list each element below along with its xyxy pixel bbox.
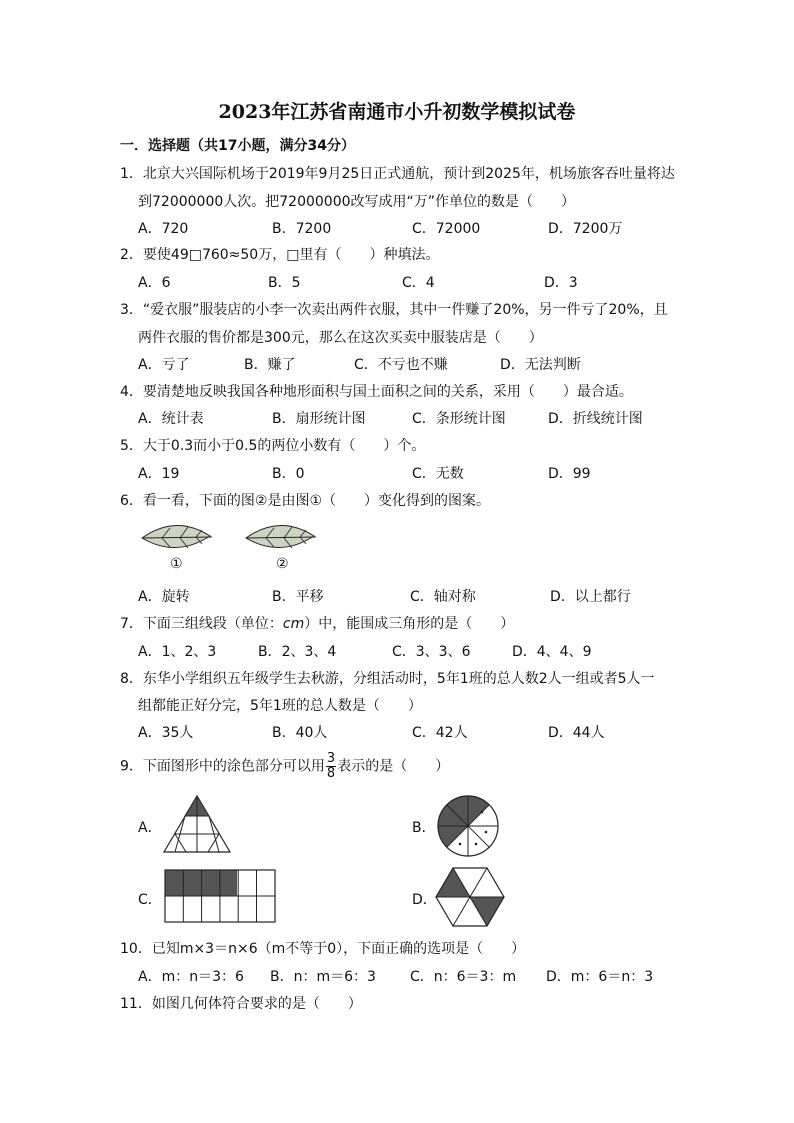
question-6-line-1: 6．看一看，下面的图②是由图①（ ）变化得到的图案。 [120, 493, 491, 509]
grid-figure[interactable] [164, 869, 276, 927]
question-8-line-2: 组都能正好分完，5年1班的总人数是（ ） [138, 698, 422, 714]
q8-option-a[interactable]: A．35人 [138, 725, 194, 741]
q1-option-a[interactable]: A．720 [138, 221, 189, 237]
q3-option-a[interactable]: A．亏了 [138, 357, 190, 373]
q1-option-d[interactable]: D．7200万 [548, 221, 623, 237]
q10-option-a[interactable]: A．m：n＝3：6 [138, 969, 244, 985]
question-4-line-1: 4．要清楚地反映我国各种地形面积与国土面积之间的关系，采用（ ）最合适。 [120, 384, 633, 400]
q7-unit: cm [282, 616, 305, 632]
q7-option-c[interactable]: C．3、3、6 [392, 644, 471, 660]
leaf-2-icon [246, 525, 316, 548]
q4-option-c[interactable]: C．条形统计图 [412, 411, 506, 427]
leaf-1-icon [142, 525, 212, 548]
leaf-figure [136, 518, 322, 578]
q9-text-post: 表示的是（ ） [337, 758, 450, 775]
q1-option-c[interactable]: C．72000 [412, 221, 481, 237]
question-9-line-1 [120, 752, 449, 781]
question-8-line-1: 8．东华小学组织五年级学生去秋游，分组活动时，5年1班的总人数2人一组或者5人一 [120, 671, 655, 687]
fraction-denominator: 8 [326, 766, 336, 781]
question-10-line-1: 10．已知m×3＝n×6（m不等于0），下面正确的选项是（ ） [120, 941, 526, 957]
question-11-line-1: 11．如图几何体符合要求的是（ ） [120, 996, 362, 1012]
question-1-line-1: 1．北京大兴国际机场于2019年9月25日正式通航，预计到2025年，机场旅客吞吐量将达 [120, 166, 675, 182]
q10-option-c[interactable]: C．n：6＝3：m [410, 969, 517, 985]
q4-option-d[interactable]: D．折线统计图 [548, 411, 643, 427]
q2-option-a[interactable]: A．6 [138, 275, 171, 291]
q10-option-b[interactable]: B．n：m＝6：3 [270, 969, 376, 985]
fraction-numerator: 3 [326, 751, 336, 766]
q7-option-d[interactable]: D．4、4、9 [512, 644, 592, 660]
q4-option-a[interactable]: A．统计表 [138, 411, 204, 427]
q9-option-b-label[interactable]: B． [412, 820, 436, 836]
q8-option-d[interactable]: D．44人 [548, 725, 605, 741]
q8-option-c[interactable]: C．42人 [412, 725, 468, 741]
figure-2-label: ② [276, 556, 289, 572]
q10-option-d[interactable]: D．m：6＝n：3 [546, 969, 654, 985]
q1-option-b[interactable]: B．7200 [272, 221, 332, 237]
triangle-figure[interactable] [162, 794, 232, 858]
q7-option-a[interactable]: A．1、2、3 [138, 644, 217, 660]
q8-option-b[interactable]: B．40人 [272, 725, 328, 741]
q6-option-a[interactable]: A．旋转 [138, 589, 190, 605]
q5-option-b[interactable]: B．0 [272, 466, 305, 482]
q6-option-d[interactable]: D．以上都行 [550, 589, 631, 605]
question-5-line-1: 5．大于0.3而小于0.5的两位小数有（ ）个。 [120, 438, 426, 454]
question-3-line-2: 两件衣服的售价都是300元，那么在这次买卖中服装店是（ ） [138, 330, 543, 346]
q3-option-c[interactable]: C．不亏也不赚 [354, 357, 448, 373]
q2-option-d[interactable]: D．3 [544, 275, 578, 291]
question-7-line-1 [120, 613, 514, 633]
q4-option-b[interactable]: B．扇形统计图 [272, 411, 366, 427]
figure-1-label: ① [170, 556, 183, 572]
question-1-line-2: 到72000000人次。把72000000改写成用“万”作单位的数是（ ） [138, 194, 576, 210]
question-2-line-1: 2．要使49□760≈50万，□里有（ ）种填法。 [120, 247, 440, 263]
q6-option-b[interactable]: B．平移 [272, 589, 324, 605]
circle-figure[interactable] [436, 794, 500, 862]
q3-option-b[interactable]: B．赚了 [244, 357, 296, 373]
q9-text-pre: 9．下面图形中的涂色部分可以用 [120, 758, 325, 775]
question-3-line-1: 3．“爱衣服”服装店的小李一次卖出两件衣服，其中一件赚了20%，另一件亏了20%，且 [120, 302, 668, 318]
q3-option-d[interactable]: D．无法判断 [500, 357, 581, 373]
section-heading: 一．选择题（共17小题，满分34分） [120, 138, 355, 154]
q9-option-d-label[interactable]: D． [412, 892, 437, 908]
q7-text-pre: 7．下面三组线段（单位： [120, 616, 283, 632]
q7-text-post: ）中，能围成三角形的是（ ） [304, 616, 515, 632]
q5-option-a[interactable]: A．19 [138, 466, 180, 482]
fraction-3-8 [326, 752, 336, 781]
page-title: 2023年江苏省南通市小升初数学模拟试卷 [218, 101, 576, 123]
q5-option-d[interactable]: D．99 [548, 466, 591, 482]
hexagon-figure[interactable] [434, 866, 506, 932]
q5-option-c[interactable]: C．无数 [412, 466, 464, 482]
q2-option-c[interactable]: C．4 [402, 275, 435, 291]
q9-option-a-label[interactable]: A． [138, 820, 162, 836]
q6-option-c[interactable]: C．轴对称 [410, 589, 476, 605]
q2-option-b[interactable]: B．5 [268, 275, 301, 291]
q7-option-b[interactable]: B．2、3、4 [258, 644, 337, 660]
q9-option-c-label[interactable]: C． [138, 892, 162, 908]
